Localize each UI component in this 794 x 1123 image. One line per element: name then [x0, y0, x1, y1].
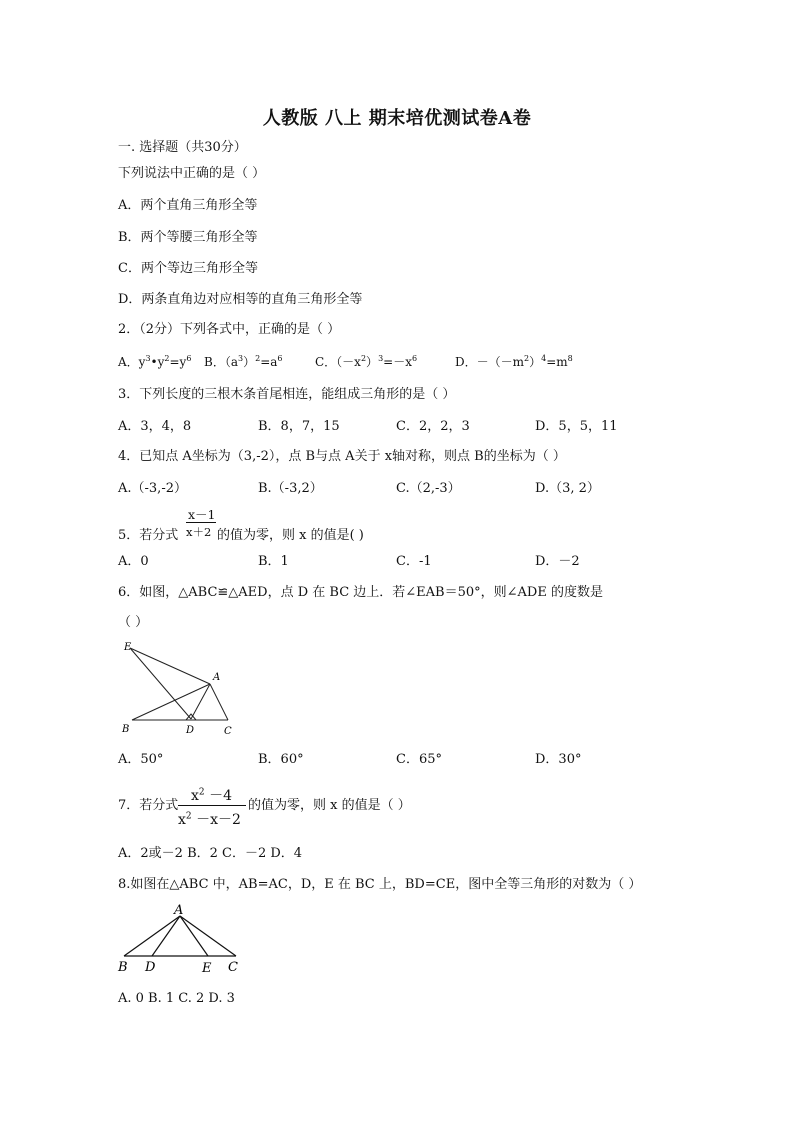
- q7-fraction-bar: [178, 805, 246, 806]
- section-heading: 一. 选择题（共30分）: [118, 140, 247, 155]
- q3-stem: 3．下列长度的三根木条首尾相连，能组成三角形的是（ ）: [118, 387, 456, 402]
- q1-option-d: D．两条直角边对应相等的直角三角形全等: [118, 292, 363, 307]
- q6-label-d: D: [186, 725, 195, 736]
- q1-option-c: C．两个等边三角形全等: [118, 261, 258, 276]
- q5-fraction-numerator: x－1: [188, 507, 216, 522]
- q5-fraction-denominator: x＋2: [186, 525, 212, 539]
- q6-option-c: C．65°: [396, 752, 442, 767]
- q6-segment-ea: [130, 648, 210, 684]
- q2-option-c: C．$(-x^2)^3=-x^6$: [315, 354, 418, 369]
- q6-label-b: B: [122, 724, 130, 735]
- q6-segment-ed: [130, 648, 191, 719]
- q8-stem: 8.如图在△ABC 中，AB=AC，D，E 在 BC 上，BD=CE，图中全等三角形的对数为（ ）: [118, 877, 642, 892]
- q6-option-d: D．30°: [535, 752, 582, 767]
- q4-option-b: B.（-3,2）: [258, 481, 323, 496]
- q6-label-c: C: [224, 726, 232, 737]
- q3-option-d: D．5，5，11: [535, 419, 618, 434]
- q7-stem-prefix: 7．若分式: [118, 798, 179, 813]
- q8-label-b: B: [118, 960, 128, 975]
- q6-option-b: B．60°: [258, 752, 304, 767]
- q5-option-a: A．0: [118, 554, 149, 569]
- q6-stem: 6．如图，△ABC≌△AED，点 D 在 BC 边上．若∠EAB＝50°，则∠ADE 的度数是: [118, 585, 603, 600]
- page-title: 人教版 八上 期末培优测试卷A卷: [262, 108, 532, 129]
- q8-segment-ae: [180, 916, 208, 956]
- q7-options: A．2或－2 B．2 C．－2 D．4: [118, 846, 303, 861]
- q3-option-a: A．3，4，8: [118, 419, 192, 434]
- q6-segment-ac: [210, 684, 228, 720]
- q5-stem-suffix: 的值为零，则 x 的值是( ): [217, 528, 364, 543]
- q8-segment-ad: [152, 916, 180, 956]
- q6-segment-ba: [132, 684, 210, 720]
- q5-option-b: B．1: [258, 554, 289, 569]
- q6-label-e: E: [124, 642, 132, 653]
- q5-option-c: C．-1: [396, 554, 432, 569]
- q8-label-a: A: [174, 903, 184, 918]
- q6-label-a: A: [213, 672, 221, 683]
- q4-option-d: D.（3, 2）: [535, 481, 600, 496]
- q2-option-b: B．$(a^3)^2=a^6$: [204, 354, 283, 369]
- q4-stem: 4．已知点 A坐标为（3,-2），点 B与点 A关于 x轴对称，则点 B的坐标为（ ）: [118, 449, 566, 464]
- q6-segment-ad: [191, 684, 210, 719]
- q4-option-c: C.（2,-3）: [396, 481, 461, 496]
- q8-label-d: D: [145, 960, 156, 975]
- q2-option-d: D．$-(-m^2)^4=m^8$: [455, 354, 573, 369]
- q8-triangle-figure: [116, 902, 248, 978]
- q6-option-a: A．50°: [118, 752, 164, 767]
- q7-fraction-denominator: $x^2 -x-2$: [178, 811, 241, 828]
- q7-stem-suffix: 的值为零，则 x 的值是（ ）: [248, 798, 411, 813]
- q1-option-a: A．两个直角三角形全等: [118, 198, 258, 213]
- q5-stem-prefix: 5．若分式: [118, 528, 179, 543]
- q6-answer-paren: （ ）: [118, 615, 149, 630]
- q8-segment-ab: [124, 916, 180, 956]
- q2-option-a: A．$y^3•y^2=y^6$: [118, 354, 192, 369]
- q8-options: A. 0 B. 1 C. 2 D. 3: [118, 991, 235, 1006]
- q5-option-d: D．－2: [535, 554, 580, 569]
- q1-option-b: B．两个等腰三角形全等: [118, 230, 258, 245]
- q6-triangle-figure: [118, 638, 242, 740]
- q7-fraction-numerator: $x^2 -4$: [191, 787, 232, 804]
- q8-label-c: C: [228, 960, 238, 975]
- q3-option-b: B．8，7，15: [258, 419, 340, 434]
- q8-label-e: E: [202, 961, 212, 976]
- q8-segment-ac: [180, 916, 236, 956]
- q4-option-a: A.（-3,-2）: [118, 481, 187, 496]
- q5-fraction-bar: [186, 522, 216, 523]
- q2-stem: 2．（2分）下列各式中，正确的是（ ）: [118, 322, 341, 337]
- q1-stem: 下列说法中正确的是（ ）: [118, 166, 266, 181]
- q3-option-c: C．2，2，3: [396, 419, 470, 434]
